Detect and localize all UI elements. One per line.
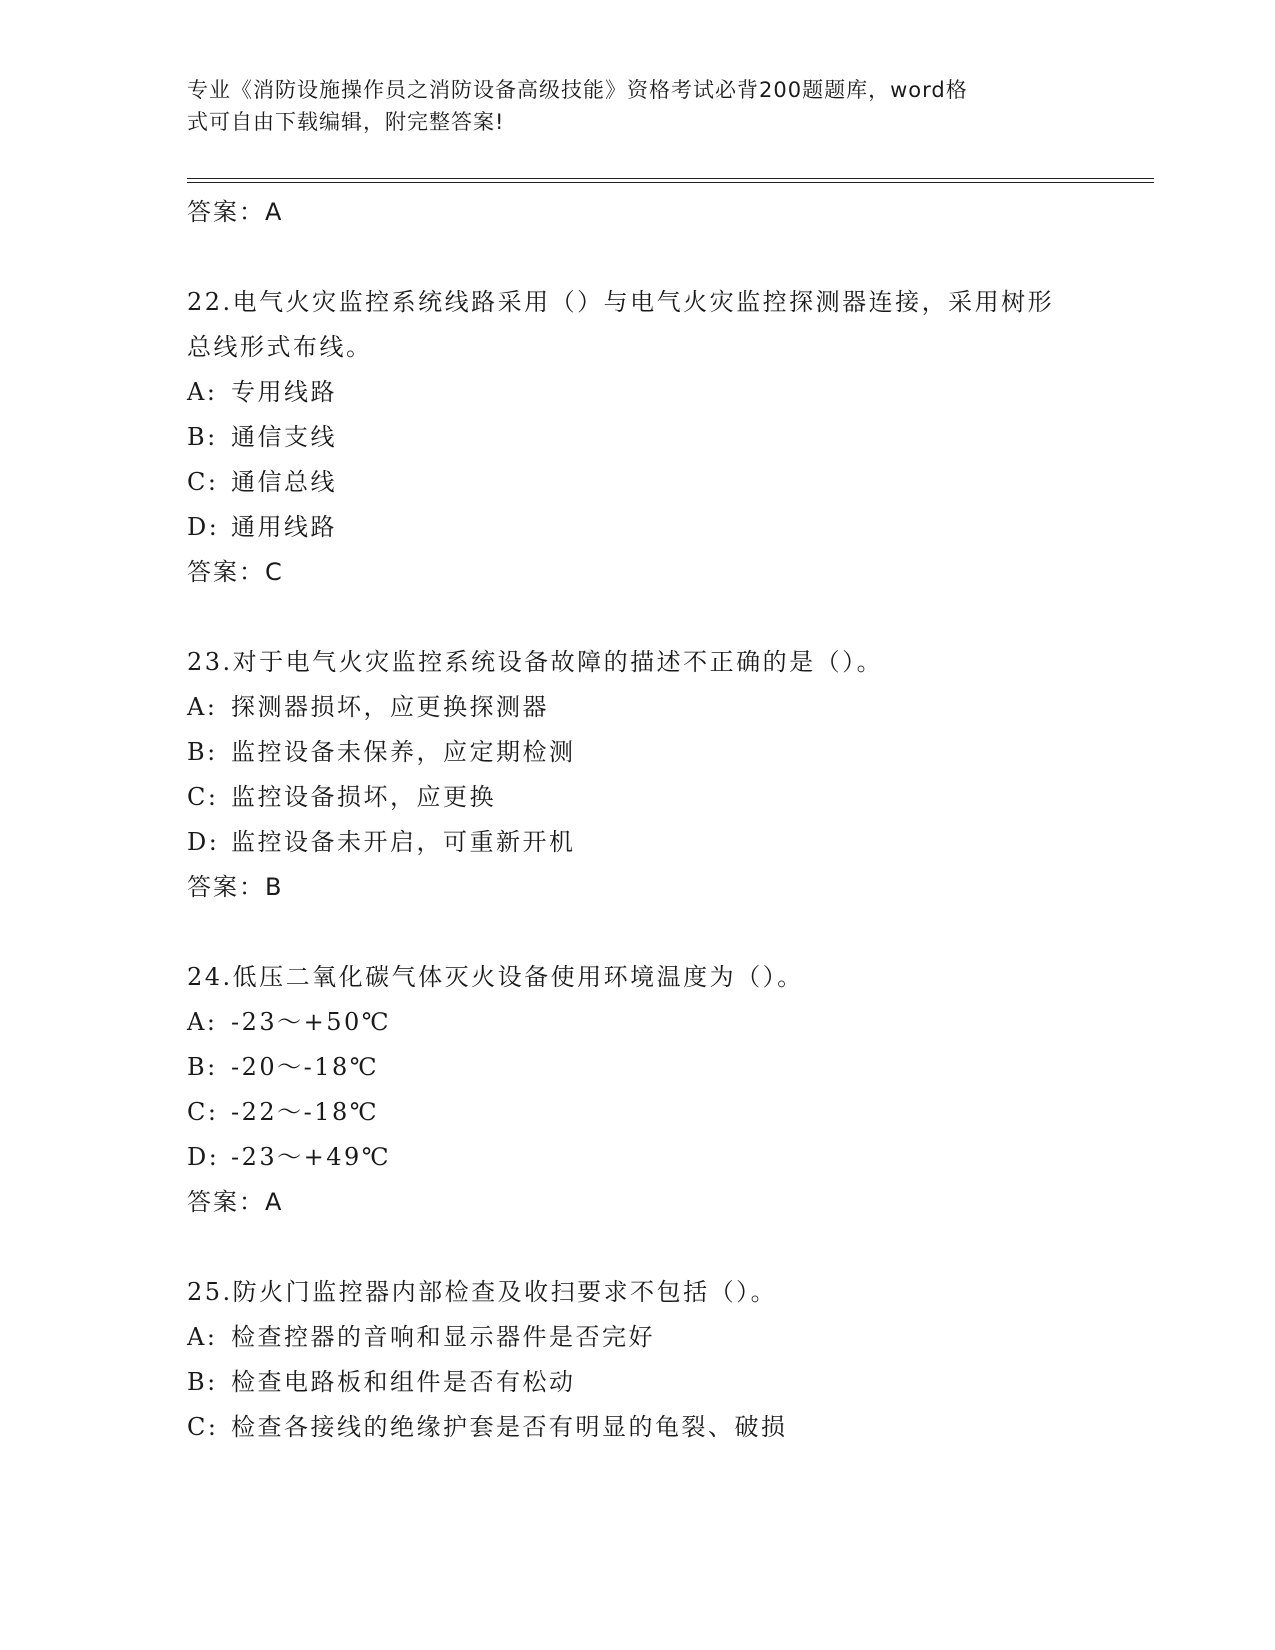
option-letter: C: (187, 468, 219, 496)
answer-line: 答案：A (187, 198, 284, 226)
option-c (187, 1405, 1087, 1450)
question-24 (187, 955, 1087, 1224)
option-letter: C: (187, 783, 219, 811)
option-letter: B: (187, 1053, 218, 1081)
option-letter: A: (187, 378, 218, 406)
option-text: 探测器损坏，应更换探测器 (231, 693, 549, 721)
option-b (187, 730, 1087, 775)
option-a (187, 1000, 1087, 1045)
option-text: 检查各接线的绝缘护套是否有明显的龟裂、破损 (231, 1413, 788, 1441)
question-25 (187, 1270, 1087, 1450)
question-list (187, 190, 1087, 1450)
answer-line: 答案：C (187, 558, 284, 586)
option-d (187, 1135, 1087, 1180)
option-d (187, 820, 1087, 865)
option-c (187, 775, 1087, 820)
option-a (187, 1315, 1087, 1360)
option-letter: B: (187, 738, 218, 766)
header-line-2: 式可自由下载编辑，附完整答案! (187, 110, 505, 134)
option-text: 通信总线 (231, 468, 337, 496)
option-a (187, 370, 1087, 415)
question-stem: 24.低压二氧化碳气体灭火设备使用环境温度为（）。 (187, 963, 804, 991)
option-text: -20～-18℃ (231, 1053, 380, 1081)
option-text: -22～-18℃ (231, 1098, 380, 1126)
option-c (187, 1090, 1087, 1135)
option-letter: A: (187, 1323, 218, 1351)
option-letter: B: (187, 1368, 218, 1396)
header-rule-top (187, 178, 1154, 179)
header-rule-bottom (187, 182, 1154, 183)
option-letter: A: (187, 693, 218, 721)
option-b (187, 415, 1087, 460)
question-stem: 23.对于电气火灾监控系统设备故障的描述不正确的是（）。 (187, 648, 884, 676)
option-letter: B: (187, 423, 218, 451)
option-letter: C: (187, 1413, 219, 1441)
option-d (187, 505, 1087, 550)
option-text: 监控设备未开启，可重新开机 (231, 828, 576, 856)
option-text: 监控设备未保养，应定期检测 (231, 738, 576, 766)
option-b (187, 1045, 1087, 1090)
option-letter: A: (187, 1008, 218, 1036)
option-text: 通信支线 (231, 423, 337, 451)
option-text: 检查控器的音响和显示器件是否完好 (231, 1323, 655, 1351)
option-text: -23～+50℃ (231, 1008, 392, 1036)
option-letter: C: (187, 1098, 219, 1126)
option-text: 专用线路 (231, 378, 337, 406)
option-b (187, 1360, 1087, 1405)
option-letter: D: (187, 1143, 220, 1171)
document-header (187, 74, 1067, 138)
option-c (187, 460, 1087, 505)
option-a (187, 685, 1087, 730)
option-text: -23～+49℃ (231, 1143, 392, 1171)
answer-line: 答案：B (187, 873, 284, 901)
question-22 (187, 280, 1087, 594)
header-line-1: 专业《消防设施操作员之消防设备高级技能》资格考试必背200题题库，word格 (187, 78, 968, 102)
question-stem: 25.防火门监控器内部检查及收扫要求不包括（）。 (187, 1278, 778, 1306)
question-23 (187, 640, 1087, 909)
option-letter: D: (187, 828, 220, 856)
option-text: 监控设备损坏，应更换 (231, 783, 496, 811)
option-letter: D: (187, 513, 220, 541)
question-stem: 22.电气火灾监控系统线路采用（）与电气火灾监控探测器连接，采用树形总线形式布线。 (187, 288, 1055, 361)
option-text: 检查电路板和组件是否有松动 (231, 1368, 576, 1396)
answer-line: 答案：A (187, 1188, 284, 1216)
option-text: 通用线路 (231, 513, 337, 541)
